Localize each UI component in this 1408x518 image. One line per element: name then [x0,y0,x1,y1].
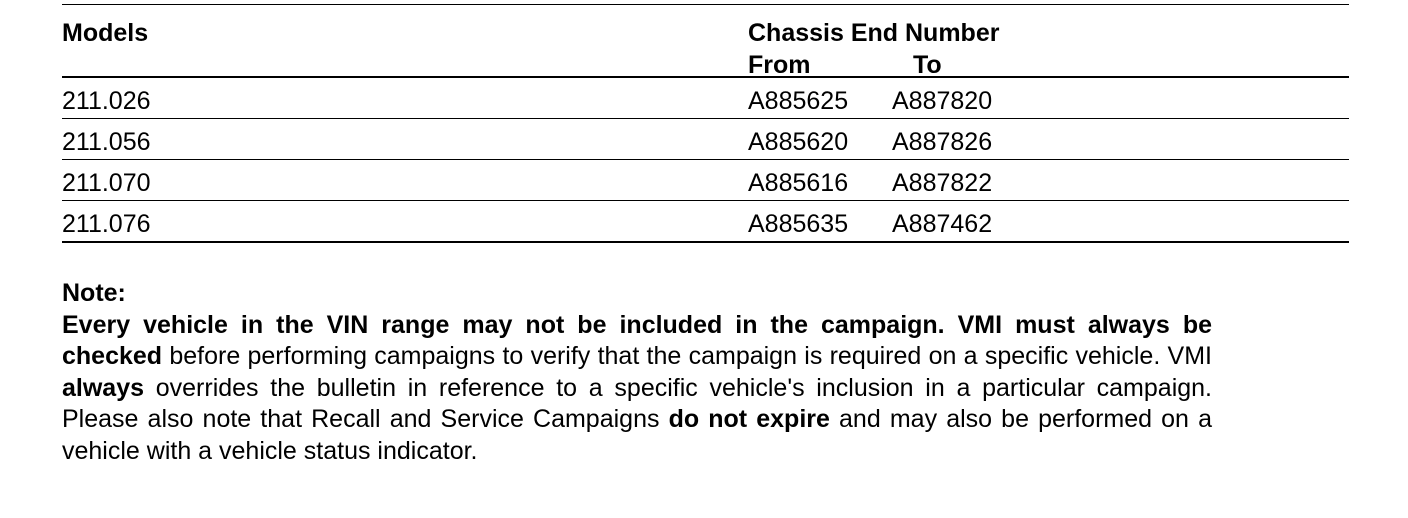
note-text: and may also be performed on a vehicle with a vehicle status indicator. [62,405,1212,465]
note-text-bold-always: always [62,373,145,402]
note-heading: Note: [62,279,126,307]
note-text-bold-do-not-expire: do not expire [668,405,830,433]
header-from: From [748,51,811,79]
note-text: overrides the bulletin in reference to a specific vehicle's inclusion in a particular campaign. Please also note that Recall and Service Campaigns [62,373,1212,433]
cell-to: A887820 [892,87,993,115]
note-text-bold-intro: Every vehicle in the VIN range may not be included in the campaign. VMI must always be checked [62,310,1212,370]
cell-model: 211.070 [62,169,151,197]
table-row [62,201,1349,241]
cell-from: A885635 [748,210,849,238]
cell-to: A887826 [892,128,993,156]
note-body [62,310,1212,468]
note-text: before performing campaigns to verify that the campaign is required on a specific vehicle. VMI [162,342,1212,370]
cell-to: A887822 [892,169,993,197]
header-to: To [913,51,942,79]
cell-model: 211.076 [62,210,151,238]
note-section [62,278,1212,467]
table-row [62,160,1349,200]
header-models: Models [62,19,149,47]
table-row [62,119,1349,159]
cell-from: A885620 [748,128,849,156]
header-chassis-end-number: Chassis End Number [748,19,1000,47]
table-bottom-rule [62,241,1349,243]
chassis-table [62,0,1349,243]
cell-model: 211.026 [62,87,151,115]
cell-to: A887462 [892,210,993,238]
table-header [62,5,1349,79]
table-row [62,78,1349,118]
cell-from: A885625 [748,87,849,115]
cell-from: A885616 [748,169,849,197]
cell-model: 211.056 [62,128,151,156]
